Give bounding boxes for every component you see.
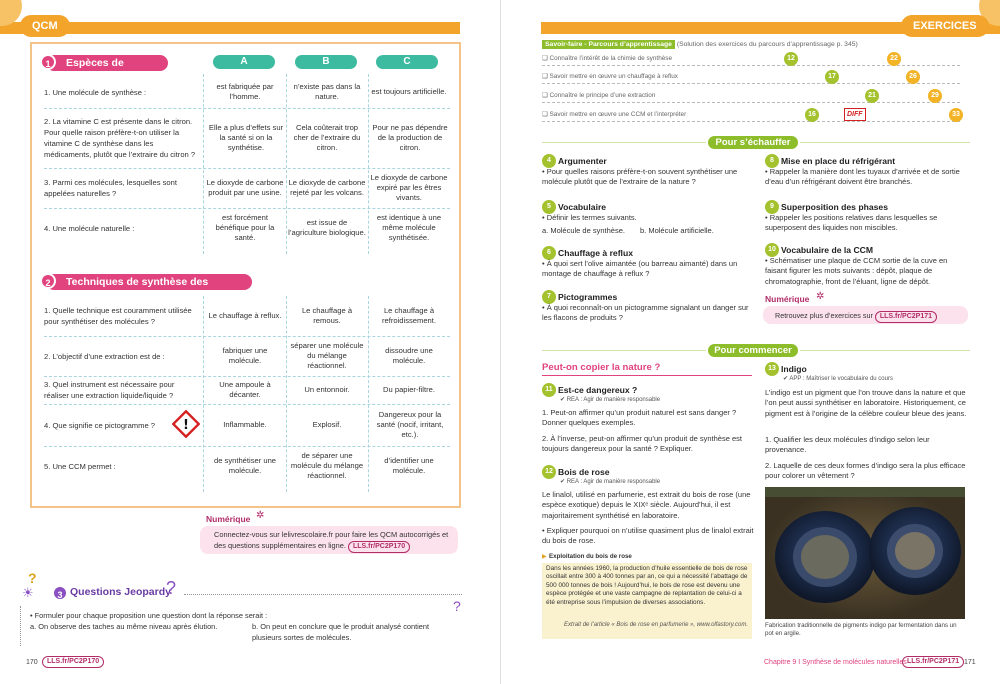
exercise-6-number: 6 [542,246,556,260]
exercise-12-number: 12 [542,465,556,479]
exercise-13-q2: 2. Laquelle de ces deux formes d’indigo sera la plus efficace pour colorer un vêtement ? [765,461,966,481]
skill-2-exercise-17[interactable]: 17 [825,70,839,84]
dotted-line [20,606,21,646]
qcm1-answer-1b[interactable]: n’existe pas dans la nature. [293,82,361,101]
skill-3-exercise-29[interactable]: 29 [928,89,942,103]
exercise-11-title: Est-ce dangereux ? [558,385,638,395]
skill-3-exercise-21[interactable]: 21 [865,89,879,103]
question-mark-icon: ? [453,598,461,614]
section-number-3: 3 [52,585,68,601]
exercise-7-title: Pictogrammes [558,292,618,302]
qcm1-question-4: 4. Une molécule naturelle : [44,223,135,233]
qcm1-answer-1c[interactable]: est toujours artificielle. [371,87,447,96]
qcm1-question-1: 1. Une molécule de synthèse : [44,87,147,97]
exercise-13-body: L’indigo est un pigment que l’on trouve dans la nature et que l’on peut aussi synthétiser en laboratoire. Historiquement, ce pigment est à l’origine de la célèbre couleur bleue des jeans. [765,388,967,418]
divider [286,74,287,254]
qcm1-answer-4c[interactable]: est identique à une même molécule synthétisée. [376,213,442,242]
footer-page-number-right: 171 [964,659,976,666]
exercise-4-body: • Pour quelles raisons préfère-t-on souvent synthétiser une molécule plutôt que de l’extraire de la nature ? [542,167,738,187]
qcm1-question-2: 2. La vitamine C est présente dans le citron. Pour quelle raison préfère-t-on utiliser la vitamine C de synthèse dans les médicaments, plutôt que l’extraire du citron ? [44,117,196,159]
qcm1-question-3: 3. Parmi ces molécules, lesquelles sont appelées naturelles ? [44,178,177,198]
exercise-11-q2: 2. À l’inverse, peut-on affirmer qu’un produit de synthèse est toujours dangereux pour la santé ? Expliquer. [542,434,742,454]
qcm2-answer-5c[interactable]: d’identifier une molécule. [384,456,434,475]
question-mark-icon: ? [166,578,177,598]
column-a-pill: A [213,55,275,69]
lightbulb-icon: ☀ [22,585,34,600]
footer-link[interactable]: LLS.fr/PC2P170 [42,656,104,668]
section-number-2: 2 [40,273,56,289]
numerique-label: Numérique [206,514,251,524]
question-mark-icon: ? [28,570,37,586]
qcm2-answer-2b[interactable]: séparer une molécule du mélange réactionnel. [290,341,364,370]
qcm2-answer-2c[interactable]: dissoudre une molécule. [385,346,433,365]
exercise-12-skill: ✔ REA : Agir de manière responsable [560,479,661,485]
qcm2-answer-4b[interactable]: Explosif. [312,420,342,429]
divider [203,296,204,492]
skill-row-4: ❑ Savoir mettre en œuvre une CCM et l’interpréter [542,108,960,122]
exercise-5-body: • Définir les termes suivants. [542,213,637,222]
qcm2-question-3: 3. Quel instrument est nécessaire pour réaliser une extraction liquide/liquide ? [44,380,175,400]
exercise-11-number: 11 [542,383,556,397]
exercise-9-body: • Rappeler les positions relatives dans lesquelles se superposent des liquides non miscibles. [765,213,938,233]
divider [368,296,369,492]
nature-heading: Peut-on copier la nature ? [542,362,661,373]
hand-click-icon: ✲ [816,291,825,302]
footer-page-number: 170 [26,659,38,666]
qcm2-question-1: 1. Quelle technique est couramment utilisée pour synthétiser des molécules ? [44,306,192,326]
row-divider [44,208,450,209]
section-title-2: Techniques de synthèse des molécules [46,274,252,290]
jeopardy-intro: • Formuler pour chaque proposition une question dont la réponse serait : [30,611,268,620]
exercise-13-q1: 1. Qualifier les deux molécules d’indigo selon leur provenance. [765,435,930,455]
skill-1-exercise-12[interactable]: 12 [784,52,798,66]
exploitation-source: Extrait de l’article « Bois de rose en parfumerie », www.olfastory.com. [564,622,748,628]
jeopardy-a: a. On observe des taches au même niveau après élution. [30,622,218,631]
exercise-7-body: • À quoi reconnaît-on un pictogramme signalant un danger sur les flacons de produits ? [542,303,749,323]
qcm2-answer-2a[interactable]: fabriquer une molécule. [222,346,268,365]
qcm2-answer-1c[interactable]: Le chauffage à refroidissement. [381,306,437,325]
qcm1-answer-3c[interactable]: Le dioxyde de carbone expiré par les êtres vivants. [370,173,448,202]
skill-4-exercise-33[interactable]: 33 [949,108,963,122]
skill-4-diff-badge[interactable]: DIFF [844,108,866,121]
row-divider [44,404,450,405]
hand-click-icon: ✲ [256,510,265,521]
numerique-text-right: Retrouvez plus d’exercices sur LLS.fr/PC2P171 [775,311,965,323]
exercise-5-a: a. Molécule de synthèse. [542,226,625,235]
exercise-7-number: 7 [542,290,556,304]
exercise-10-title: Vocabulaire de la CCM [781,245,874,255]
exercise-12-question: • Expliquer pourquoi on n’utilise quasiment plus de linalol extrait du bois de rose. [542,526,754,546]
qcm1-answer-3b[interactable]: Le dioxyde de carbone rejeté par les volcans. [288,178,366,197]
qcm2-answer-3c[interactable]: Du papier-filtre. [383,385,435,394]
qcm1-answer-4b[interactable]: est issue de l’agriculture biologique. [288,218,366,237]
row-divider [44,336,450,337]
indigo-photo [765,487,965,619]
dotted-line [184,594,462,595]
column-c-pill: C [376,55,438,69]
qcm1-answer-4a[interactable]: est forcément bénéfique pour la santé. [215,213,275,242]
skill-row-3: ❑ Connaître le principe d’une extraction [542,89,960,103]
exploitation-text: Dans les années 1960, la production d’huile essentielle de bois de rose oscillait entre 300 à 400 tonnes par an, ce qui a nécessité l’abattage de 500 000 tonnes de bois ! Aujourd’hui, le bois de rose est devenu une espèce protégée et une vaste campagne de replantation de celui-ci a été entreprise sous l’impulsion de diverses associations. [546,565,748,606]
divider [203,74,204,254]
qcm2-answer-1a[interactable]: Le chauffage à reflux. [208,311,282,320]
qcm2-question-4: 4. Que signifie ce pictogramme ? [44,420,156,430]
qcm2-answer-3b[interactable]: Un entonnoir. [304,385,350,394]
exercise-11-skill: ✔ REA : Agir de manière responsable [560,397,661,403]
jeopardy-b: b. On peut en conclure que le produit analysé contient plusieurs sortes de molécules. [252,622,430,642]
exercise-8-number: 8 [765,154,779,168]
section-title-1: Espèces de synthèse [46,55,168,71]
row-divider [44,168,450,169]
band-line [800,142,970,143]
commencer-band: Pour commencer [708,344,798,357]
echauffer-band: Pour s’échauffer [708,136,798,149]
band-line [542,350,706,351]
numerique-link[interactable]: LLS.fr/PC2P170 [348,541,410,553]
row-divider [44,108,450,109]
photo-caption: Fabrication traditionnelle de pigments indigo par fermentation dans un pot en argile. [765,622,957,638]
jeopardy-title: Questions Jeopardy [70,586,171,598]
exercise-9-number: 9 [765,200,779,214]
exercise-5-number: 5 [542,200,556,214]
exercise-4-number: 4 [542,154,556,168]
exercise-4-title: Argumenter [558,156,607,166]
qcm1-answer-2b[interactable]: Cela coûterait trop cher de l’extraire du citron. [293,123,361,152]
qcm1-answer-1a[interactable]: est fabriquée par l’homme. [216,82,274,101]
qcm2-answer-3a[interactable]: Une ampoule à décanter. [219,380,271,399]
footer-link-right[interactable]: LLS.fr/PC2P171 [902,656,964,668]
qcm2-answer-5a[interactable]: de synthétiser une molécule. [213,456,277,475]
skill-row-1: ❑ Connaître l’intérêt de la chimie de synthèse [542,52,960,66]
skill-2-exercise-26[interactable]: 26 [906,70,920,84]
exercise-5-b: b. Molécule artificielle. [640,226,714,235]
exercise-12-body: Le linalol, utilisé en parfumerie, est extrait du bois de rose (une espèce exotique) depuis le XIXᵉ siècle. Aujourd’hui, il est majoritairement synthétisé en laboratoire. [542,490,751,520]
exercise-8-title: Mise en place du réfrigérant [781,156,896,166]
exercise-6-body: • À quoi sert l’olive aimantée (ou barreau aimanté) dans un montage de chauffage à reflux ? [542,259,738,279]
svg-text:!: ! [183,418,189,433]
qcm-tag: QCM [20,15,70,37]
numerique-label-right: Numérique [765,294,810,304]
exercise-13-number: 13 [765,362,779,376]
exercise-10-body: • Schématiser une plaque de CCM sortie de la cuve en faisant figurer les mots suivants : dépôt, plaque de chromatographie, front de l’éluant, ligne de dépôt. [765,256,948,286]
band-line [542,142,706,143]
skill-4-exercise-16[interactable]: 16 [805,108,819,122]
exercise-5-title: Vocabulaire [558,202,607,212]
savoir-faire-header: Savoir-faire - Parcours d’apprentissage (Solution des exercices du parcours d’apprentissage p. 345) [542,40,858,50]
exercise-12-title: Bois de rose [558,467,610,477]
row-divider [44,376,450,377]
qcm2-answer-4a[interactable]: Inflammable. [223,420,267,429]
exercise-11-q1: 1. Peut-on affirmer qu’un produit naturel est sans danger ? Donner quelques exemples. [542,408,737,428]
exercise-6-title: Chauffage à reflux [558,248,633,258]
exercise-13-skill: ✔ APP : Maîtriser le vocabulaire du cours [783,376,893,382]
qcm1-answer-2c[interactable]: Pour ne pas dépendre de la production de citron. [372,123,448,152]
exercices-tag: EXERCICES [901,15,989,37]
exercise-13-title: Indigo [781,364,807,374]
danger-pictogram-icon [172,410,200,438]
divider [286,296,287,492]
exercise-10-number: 10 [765,243,779,257]
row-divider [44,446,450,447]
qcm1-answer-3a[interactable]: Le dioxyde de carbone produit par une usine. [206,178,284,197]
exercise-9-title: Superposition des phases [781,202,888,212]
qcm2-question-5: 5. Une CCM permet : [44,461,116,471]
qcm1-answer-2a[interactable]: Elle a plus d’effets sur la santé si on la synthétise. [208,123,284,152]
band-line [800,350,970,351]
footer-chapter: Chapitre 9 I Synthèse de molécules naturelles [764,659,907,666]
exploitation-title: Exploitation du bois de rose [549,553,632,560]
skill-row-2: ❑ Savoir mettre en œuvre un chauffage à reflux [542,70,960,84]
exercise-8-body: • Rappeler la manière dont les tuyaux d’arrivée et de sortie d’eau d’un réfrigérant doivent être branchés. [765,167,960,187]
qcm2-answer-5b[interactable]: de séparer une molécule du mélange réactionnel. [290,451,364,480]
section-number-1: 1 [40,54,56,70]
numerique-link-right[interactable]: LLS.fr/PC2P171 [875,311,937,323]
arrow-icon: ▶ [542,554,547,560]
heading-underline [542,375,752,376]
qcm2-answer-1b[interactable]: Le chauffage à remous. [301,306,353,325]
skill-1-exercise-22[interactable]: 22 [887,52,901,66]
qcm2-question-2: 2. L’objectif d’une extraction est de : [44,351,165,361]
qcm2-answer-4c[interactable]: Dangereux pour la santé (nocif, irritant, etc.). [376,410,444,439]
column-b-pill: B [295,55,357,69]
numerique-text: Connectez-vous sur lelivrescolaire.fr pour faire les QCM autocorrigés et des questions supplémentaires en ligne. LLS.fr/PC2P170 [214,530,450,553]
